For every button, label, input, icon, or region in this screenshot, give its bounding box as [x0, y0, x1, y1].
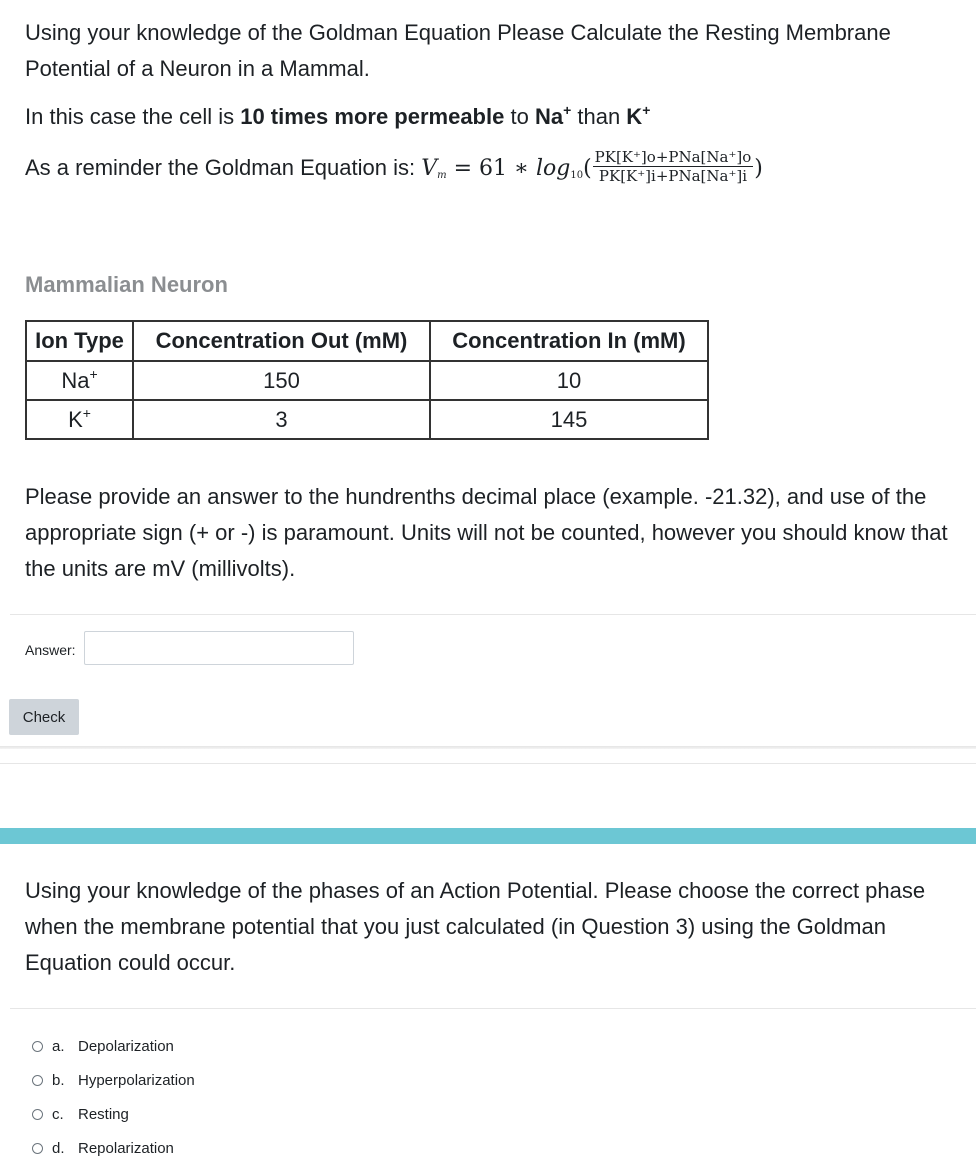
- ion-cell: Na+: [26, 361, 133, 400]
- check-button[interactable]: Check: [9, 699, 79, 735]
- question-separator: [0, 763, 976, 764]
- option-letter: d.: [52, 1139, 65, 1157]
- conc-in-cell: 145: [430, 400, 708, 439]
- perm-middle: to: [504, 104, 535, 129]
- equation-fraction: $\frac{\text{PK[K⁺]o+PNa[Na⁺]o}}{\text{PK[K⁺]i+PNa[Na⁺]i}}$: [594, 147, 752, 185]
- answer-instructions: Please provide an answer to the hundrenths decimal place (example. -21.32), and use of the appropriate sign (+ or -) is paramount. Units will not be counted, however you should know that the units are mV (millivolts).: [25, 484, 948, 581]
- option-label[interactable]: Depolarization: [78, 1037, 174, 1055]
- conc-in-cell: 10: [430, 361, 708, 400]
- question-2-text: Using your knowledge of the phases of an Action Potential. Please choose the correct phase when the membrane potential that you just calculated (in Question 3) using the Goldman Equation could occur.: [25, 878, 926, 975]
- option-label[interactable]: Resting: [78, 1105, 129, 1123]
- permeability-statement: [25, 99, 650, 135]
- answer-options: [32, 1029, 195, 1165]
- option-label[interactable]: Repolarization: [78, 1139, 174, 1157]
- ion-cell: K+: [26, 400, 133, 439]
- option-d[interactable]: [32, 1131, 195, 1165]
- option-b[interactable]: [32, 1063, 195, 1097]
- header-ion-type: Ion Type: [26, 321, 133, 361]
- accent-bar: [0, 828, 976, 844]
- option-letter: b.: [52, 1071, 65, 1089]
- radio-icon[interactable]: [32, 1109, 43, 1120]
- answer-input[interactable]: [84, 631, 354, 665]
- perm-than: than: [571, 104, 627, 129]
- table-row: [26, 400, 708, 439]
- divider: [10, 614, 976, 615]
- answer-label: Answer:: [25, 642, 76, 658]
- option-a[interactable]: [32, 1029, 195, 1063]
- perm-bold: 10 times more permeable: [240, 104, 505, 129]
- reminder-text: As a reminder the Goldman Equation is:: [25, 155, 422, 180]
- ion-na: Na+: [534, 102, 572, 129]
- radio-icon[interactable]: [32, 1143, 43, 1154]
- conc-out-cell: 3: [133, 400, 430, 439]
- table-caption: Mammalian Neuron: [25, 272, 228, 297]
- goldman-equation: Vm = 61 ∗ log10( $\frac{\text{PK[K⁺]o+PNa[Na⁺]o}}{\text{PK[K⁺]i+PNa[Na⁺]i}}$ ): [421, 147, 763, 185]
- perm-prefix: In this case the cell is: [25, 104, 241, 129]
- header-conc-out: Concentration Out (mM): [133, 321, 430, 361]
- option-label[interactable]: Hyperpolarization: [78, 1071, 195, 1089]
- equation-line: [25, 147, 763, 194]
- ion-concentration-table: [25, 320, 709, 440]
- conc-out-cell: 150: [133, 361, 430, 400]
- ion-k: K+: [626, 102, 651, 129]
- divider: [10, 1008, 976, 1009]
- header-conc-in: Concentration In (mM): [430, 321, 708, 361]
- question-1-intro: Using your knowledge of the Goldman Equation Please Calculate the Resting Membrane Potential of a Neuron in a Mammal.: [25, 20, 891, 81]
- option-letter: c.: [52, 1105, 64, 1123]
- option-letter: a.: [52, 1037, 65, 1055]
- question-separator-shadow: [0, 746, 976, 749]
- radio-icon[interactable]: [32, 1041, 43, 1052]
- table-row: [26, 361, 708, 400]
- radio-icon[interactable]: [32, 1075, 43, 1086]
- option-c[interactable]: [32, 1097, 195, 1131]
